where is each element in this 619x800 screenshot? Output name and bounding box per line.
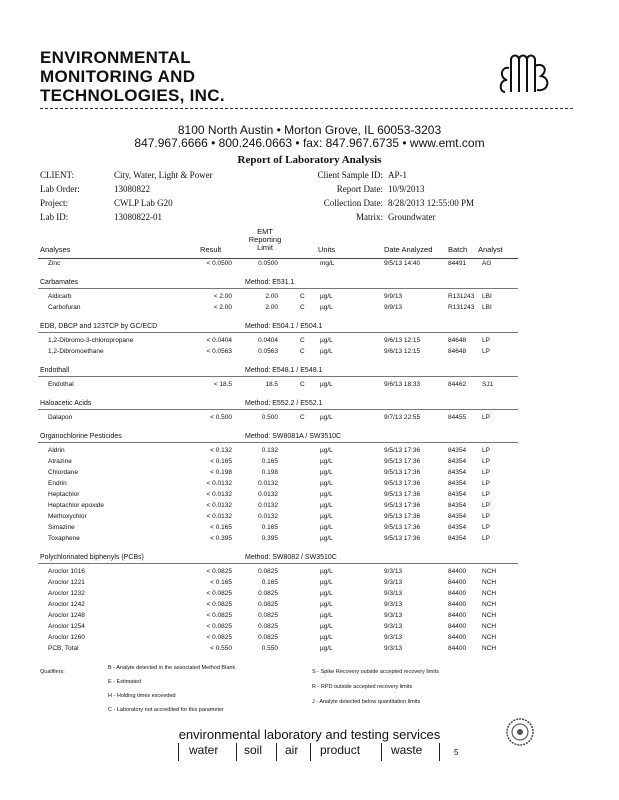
units: µg/L (320, 634, 333, 641)
header-divider (40, 108, 573, 109)
emt-logo (497, 50, 557, 100)
date-analyzed: 9/5/13 17:36 (384, 480, 421, 487)
date-analyzed: 9/3/13 (384, 634, 403, 641)
units: µg/L (320, 381, 333, 388)
section-rule (38, 409, 518, 410)
page-number: 5 (454, 748, 459, 757)
collection-date-label: Collection Date: (323, 198, 383, 208)
analyst: LP (482, 469, 490, 476)
units: µg/L (320, 414, 333, 421)
company-phones: 847.967.6666 • 800.246.0663 • fax: 847.967.6735 • www.emt.com (134, 136, 485, 150)
footer-divider (236, 743, 237, 761)
batch-id: 84354 (448, 447, 467, 454)
analyte-name: PCB, Total (48, 645, 79, 652)
result-value: < 0.0825 (206, 623, 232, 630)
footer-divider (439, 743, 440, 761)
result-value: < 0.395 (210, 535, 232, 542)
units: µg/L (320, 524, 333, 531)
analyst: NCH (482, 579, 497, 586)
reporting-limit: 0.0825 (258, 568, 278, 575)
table-row (0, 589, 619, 599)
reporting-limit: 0.0132 (258, 513, 278, 520)
reporting-limit: 2.00 (265, 304, 278, 311)
result-value: < 0.198 (210, 469, 232, 476)
col-units: Units (318, 245, 336, 254)
reporting-limit: 0.0825 (258, 590, 278, 597)
date-analyzed: 9/3/13 (384, 623, 403, 630)
col-emt-line3: Limit (257, 243, 273, 252)
analyte-name: Atrazine (48, 458, 72, 465)
qualifier-code: C (300, 381, 305, 388)
analyst: LP (482, 447, 490, 454)
date-analyzed: 9/5/13 17:36 (384, 491, 421, 498)
analyst: LBI (482, 293, 492, 300)
analyst: LP (482, 535, 490, 542)
table-row (0, 633, 619, 643)
section-header (0, 432, 619, 442)
qualifier-b: B - Analyte detected in the associated Method Blank (108, 665, 236, 671)
report-date-label: Report Date: (336, 184, 383, 194)
table-row (0, 457, 619, 467)
reporting-limit: 0.0132 (258, 491, 278, 498)
reporting-limit: 0.165 (261, 579, 278, 586)
date-analyzed: 9/6/13 12:15 (384, 337, 421, 344)
table-row (0, 479, 619, 489)
date-analyzed: 9/6/13 18:33 (384, 381, 421, 388)
table-row (0, 380, 619, 390)
units: µg/L (320, 535, 333, 542)
client-label: CLIENT: (40, 170, 75, 180)
table-row (0, 523, 619, 533)
batch-id: 84354 (448, 513, 467, 520)
units: µg/L (320, 480, 333, 487)
project-label: Project: (40, 198, 68, 208)
footer-divider (178, 743, 179, 761)
analyte-name: Aroclor 1221 (48, 579, 85, 586)
col-analyses: Analyses (40, 245, 71, 254)
qualifier-c: C - Laboratory not accredited for this parameter (108, 707, 224, 713)
analyst: LP (482, 458, 490, 465)
lab-order-label: Lab Order: (40, 184, 80, 194)
reporting-limit: 0.395 (261, 535, 278, 542)
batch-id: 84354 (448, 535, 467, 542)
analyst: NCH (482, 634, 497, 641)
batch-id: 84462 (448, 381, 467, 388)
units: µg/L (320, 337, 333, 344)
analyte-name: Aldicarb (48, 293, 72, 300)
date-analyzed: 9/9/13 (384, 304, 403, 311)
reporting-limit: 0.0132 (258, 480, 278, 487)
qualifier-code: C (300, 293, 305, 300)
table-row (0, 446, 619, 456)
batch-id: 84400 (448, 623, 467, 630)
units: µg/L (320, 304, 333, 311)
company-name-line3: TECHNOLOGIES, INC. (40, 86, 225, 105)
result-value: < 0.500 (210, 414, 232, 421)
batch-id: 84354 (448, 524, 467, 531)
table-row (0, 501, 619, 511)
analyst: LP (482, 348, 490, 355)
analyst: NCH (482, 645, 497, 652)
analyst: LP (482, 480, 490, 487)
section-method: Method: E504.1 / E504.1 (245, 323, 323, 330)
units: µg/L (320, 458, 333, 465)
section-header (0, 278, 619, 288)
result-value: < 0.0825 (206, 601, 232, 608)
batch-id: 84354 (448, 491, 467, 498)
section-rule (38, 442, 518, 443)
col-emt-limit (240, 228, 290, 252)
report-date-value: 10/9/2013 (388, 184, 425, 194)
date-analyzed: 9/5/13 17:36 (384, 535, 421, 542)
result-value: < 18.5 (213, 381, 232, 388)
qualifier-h: H - Holding times exceeded (108, 693, 176, 699)
result-value: < 0.0825 (206, 634, 232, 641)
footer-divider (276, 743, 277, 761)
date-analyzed: 9/3/13 (384, 612, 403, 619)
company-name-line2: MONITORING AND (40, 67, 196, 86)
reporting-limit: 0.0825 (258, 634, 278, 641)
result-value: < 0.165 (210, 524, 232, 531)
table-row (0, 336, 619, 346)
units: µg/L (320, 491, 333, 498)
section-title: EDB, DBCP and 123TCP by GC/ECD (40, 323, 158, 330)
lab-order-value: 13080822 (114, 184, 150, 194)
date-analyzed: 9/5/13 17:36 (384, 458, 421, 465)
matrix-label: Matrix: (356, 212, 383, 222)
analyte-name: Aroclor 1242 (48, 601, 85, 608)
footer-services (178, 741, 440, 759)
analyte-name: Carbofuran (48, 304, 81, 311)
analyte-name: Aroclor 1248 (48, 612, 85, 619)
reporting-limit: 0.500 (261, 414, 278, 421)
accreditation-seal-icon (505, 717, 535, 747)
date-analyzed: 9/3/13 (384, 568, 403, 575)
footer-divider (310, 743, 311, 761)
analyst: LP (482, 502, 490, 509)
analyte-name: 1,2-Dibromoethane (48, 348, 104, 355)
date-analyzed: 9/5/13 17:36 (384, 502, 421, 509)
analyte-name: Toxaphene (48, 535, 80, 542)
units: µg/L (320, 568, 333, 575)
qualifier-code: C (300, 337, 305, 344)
analyte-name: Simazine (48, 524, 75, 531)
date-analyzed: 9/7/13 22:55 (384, 414, 421, 421)
units: µg/L (320, 447, 333, 454)
date-analyzed: 9/5/13 14:40 (384, 260, 421, 267)
result-value: < 0.0825 (206, 590, 232, 597)
section-header (0, 399, 619, 409)
date-analyzed: 9/3/13 (384, 645, 403, 652)
reporting-limit: 0.0500 (258, 260, 278, 267)
analyst: LBI (482, 304, 492, 311)
section-method: Method: SW8082 / SW3510C (245, 554, 337, 561)
reporting-limit: 0.550 (261, 645, 278, 652)
analyte-name: Dalapon (48, 414, 73, 421)
units: µg/L (320, 645, 333, 652)
date-analyzed: 9/5/13 17:36 (384, 524, 421, 531)
batch-id: R131243 (448, 293, 475, 300)
footer-service-product: product (320, 743, 361, 757)
table-row (0, 644, 619, 654)
result-value: < 0.0825 (206, 612, 232, 619)
footer-service-waste: waste (391, 743, 423, 757)
table-row (0, 259, 619, 269)
units: µg/L (320, 513, 333, 520)
units: µg/L (320, 502, 333, 509)
units: µg/L (320, 623, 333, 630)
col-date: Date Analyzed (384, 245, 433, 254)
matrix-value: Groundwater (388, 212, 436, 222)
company-address: 8100 North Austin • Morton Grove, IL 60053-3203 (177, 123, 442, 137)
batch-id: 84648 (448, 337, 467, 344)
section-method: Method: E548.1 / E548.1 (245, 367, 323, 374)
units: µg/L (320, 601, 333, 608)
result-value: < 2.00 (213, 293, 232, 300)
date-analyzed: 9/3/13 (384, 590, 403, 597)
analyst: NCH (482, 568, 497, 575)
col-emt-line2: Reporting (248, 235, 282, 244)
analyte-name: Aroclor 1016 (48, 568, 85, 575)
analyst: LP (482, 513, 490, 520)
section-method: Method: E552.2 / E552.1 (245, 400, 323, 407)
date-analyzed: 9/5/13 17:36 (384, 469, 421, 476)
table-row (0, 534, 619, 544)
sample-id-value: AP-1 (388, 170, 408, 180)
section-rule (38, 563, 518, 564)
report-title: Report of Laboratory Analysis (237, 154, 382, 166)
analyte-name: Heptachlor epoxide (48, 502, 105, 509)
date-analyzed: 9/3/13 (384, 579, 403, 586)
section-header (0, 553, 619, 563)
qualifier-s: S - Spike Recovery outside accepted recovery limits (312, 669, 439, 675)
analyte-name: 1,2-Dibromo-3-chloropropane (48, 337, 134, 344)
batch-id: 84400 (448, 634, 467, 641)
qualifier-code: C (300, 414, 305, 421)
reporting-limit: 0.0825 (258, 601, 278, 608)
result-value: < 0.165 (210, 458, 232, 465)
reporting-limit: 0.0563 (258, 348, 278, 355)
analyst: SJ1 (482, 381, 494, 388)
table-row (0, 512, 619, 522)
table-row (0, 600, 619, 610)
analyst: LP (482, 414, 490, 421)
result-value: < 0.0132 (206, 491, 232, 498)
section-header (0, 366, 619, 376)
analyte-name: Endothal (48, 381, 74, 388)
analyst: AG (482, 260, 492, 267)
batch-id: 84648 (448, 348, 467, 355)
analyte-name: Aroclor 1254 (48, 623, 85, 630)
analyte-name: Aroclor 1232 (48, 590, 85, 597)
batch-id: 84354 (448, 458, 467, 465)
section-title: Haloacetic Acids (40, 400, 92, 407)
analyte-name: Aroclor 1260 (48, 634, 85, 641)
table-row (0, 468, 619, 478)
qualifier-e: E - Estimated (108, 679, 142, 685)
table-row (0, 490, 619, 500)
section-rule (38, 288, 518, 289)
batch-id: 84354 (448, 502, 467, 509)
col-emt-line1: EMT (257, 227, 273, 236)
analyst: LP (482, 524, 490, 531)
analyte-name: Heptachlor (48, 491, 80, 498)
section-header (0, 322, 619, 332)
batch-id: 84400 (448, 568, 467, 575)
batch-id: 84400 (448, 590, 467, 597)
date-analyzed: 9/5/13 17:36 (384, 513, 421, 520)
section-method: Method: SW8081A / SW3510C (245, 433, 342, 440)
result-value: < 0.0563 (206, 348, 232, 355)
table-row (0, 303, 619, 313)
company-name (40, 48, 225, 105)
units: µg/L (320, 612, 333, 619)
footer-service-soil: soil (244, 743, 263, 757)
section-rule (38, 332, 518, 333)
qualifier-code: C (300, 304, 305, 311)
lab-id-value: 13080822-01 (114, 212, 162, 222)
section-title: Carbamates (40, 279, 79, 286)
result-value: < 0.0132 (206, 480, 232, 487)
reporting-limit: 0.0404 (258, 337, 278, 344)
batch-id: 84354 (448, 480, 467, 487)
reporting-limit: 0.165 (261, 524, 278, 531)
col-analyst: Analyst (478, 245, 503, 254)
col-batch: Batch (448, 245, 468, 254)
reporting-limit: 0.0132 (258, 502, 278, 509)
result-value: < 0.0132 (206, 513, 232, 520)
reporting-limit: 0.0825 (258, 612, 278, 619)
collection-date-value: 8/28/2013 12:55:00 PM (388, 198, 475, 208)
footer-divider (381, 743, 382, 761)
col-result: Result (200, 245, 222, 254)
date-analyzed: 9/5/13 17:36 (384, 447, 421, 454)
analyst: NCH (482, 601, 497, 608)
table-row (0, 622, 619, 632)
analyst: NCH (482, 612, 497, 619)
batch-id: 84400 (448, 601, 467, 608)
units: µg/L (320, 590, 333, 597)
qualifier-j: J - Analyte detected below quantitation limits (312, 699, 421, 705)
analyte-name: Endrin (48, 480, 67, 487)
table-row (0, 347, 619, 357)
reporting-limit: 2.00 (265, 293, 278, 300)
reporting-limit: 0.0825 (258, 623, 278, 630)
batch-id: 84400 (448, 579, 467, 586)
qualifier-r: R - RPD outside accepted recovery limits (312, 684, 413, 690)
table-row (0, 611, 619, 621)
analyte-name: Aldrin (48, 447, 65, 454)
result-value: < 0.0132 (206, 502, 232, 509)
section-title: Endothall (40, 367, 70, 374)
table-row (0, 413, 619, 423)
section-title: Polychlorinated biphenyls (PCBs) (40, 554, 144, 561)
batch-id: 84400 (448, 645, 467, 652)
footer-service-air: air (285, 743, 299, 757)
date-analyzed: 9/6/13 12:15 (384, 348, 421, 355)
lab-id-label: Lab ID: (40, 212, 69, 222)
footer-service-water: water (189, 743, 219, 757)
table-row (0, 567, 619, 577)
company-name-line1: ENVIRONMENTAL (40, 48, 191, 67)
result-value: < 2.00 (213, 304, 232, 311)
analyst: LP (482, 491, 490, 498)
section-method: Method: E531.1 (245, 279, 295, 286)
batch-id: 84491 (448, 260, 467, 267)
units: mg/L (320, 260, 335, 267)
section-title: Organochlorine Pesticides (40, 433, 122, 440)
result-value: < 0.0825 (206, 568, 232, 575)
section-rule (38, 376, 518, 377)
result-value: < 0.0404 (206, 337, 232, 344)
date-analyzed: 9/9/13 (384, 293, 403, 300)
table-row (0, 578, 619, 588)
batch-id: R131243 (448, 304, 475, 311)
date-analyzed: 9/3/13 (384, 601, 403, 608)
reporting-limit: 0.165 (261, 458, 278, 465)
result-value: < 0.550 (210, 645, 232, 652)
sample-id-label: Client Sample ID: (317, 170, 383, 180)
qualifier-code: C (300, 348, 305, 355)
reporting-limit: 0.198 (261, 469, 278, 476)
batch-id: 84455 (448, 414, 467, 421)
analyte-name: Zinc (48, 260, 61, 267)
result-value: < 0.165 (210, 579, 232, 586)
result-value: < 0.0500 (206, 260, 232, 267)
units: µg/L (320, 579, 333, 586)
project-value: CWLP Lab G20 (114, 198, 173, 208)
analyst: NCH (482, 590, 497, 597)
client-value: City, Water, Light & Power (114, 170, 213, 180)
batch-id: 84354 (448, 469, 467, 476)
analyst: LP (482, 337, 490, 344)
analyte-name: Chlordane (48, 469, 78, 476)
analyst: NCH (482, 623, 497, 630)
analyte-name: Methoxychlor (48, 513, 87, 520)
qualifiers-label: Qualifiers: (40, 669, 65, 675)
batch-id: 84400 (448, 612, 467, 619)
reporting-limit: 18.5 (265, 381, 278, 388)
units: µg/L (320, 469, 333, 476)
units: µg/L (320, 348, 333, 355)
footer-tagline: environmental laboratory and testing services (178, 727, 441, 742)
units: µg/L (320, 293, 333, 300)
table-row (0, 292, 619, 302)
result-value: < 0.132 (210, 447, 232, 454)
reporting-limit: 0.132 (261, 447, 278, 454)
